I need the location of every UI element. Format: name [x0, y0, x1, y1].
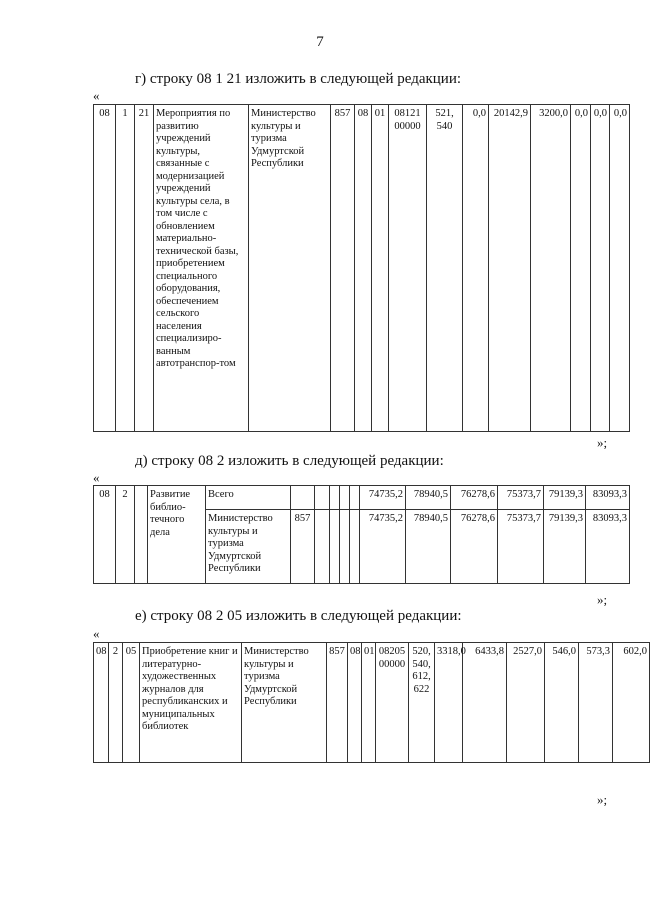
value-5: 79139,3 [544, 486, 586, 510]
vr-code: 520, 540, 612, 622 [409, 643, 435, 763]
value-1: 74735,2 [360, 486, 406, 510]
value-6: 0,0 [610, 105, 630, 432]
section-e-table [93, 642, 650, 763]
grbs-code: 857 [291, 510, 315, 584]
value-1: 74735,2 [360, 510, 406, 584]
grbs-code: 857 [327, 643, 348, 763]
grbs-code [291, 486, 315, 510]
row-label: Министерство культуры и туризма Удмуртской Республики [206, 510, 291, 584]
section-g-heading: г) строку 08 1 21 изложить в следующей редакции: [135, 71, 462, 87]
value-3: 2527,0 [507, 643, 545, 763]
grbs-code: 857 [331, 105, 355, 432]
code-3: 05 [123, 643, 140, 763]
table-row [94, 643, 650, 763]
vr-code: 521, 540 [427, 105, 463, 432]
value-4: 0,0 [571, 105, 591, 432]
value-6: 83093,3 [586, 486, 630, 510]
page-number: 7 [316, 34, 324, 50]
code-1: 08 [94, 643, 109, 763]
code-2: 1 [116, 105, 135, 432]
value-4: 75373,7 [498, 486, 544, 510]
value-2: 20142,9 [489, 105, 531, 432]
section-g-quote-close: »; [597, 435, 608, 450]
value-2: 78940,5 [406, 486, 451, 510]
section-d-heading: д) строку 08 2 изложить в следующей редакции: [135, 453, 444, 469]
rz-code: 08 [355, 105, 372, 432]
value-5: 573,3 [579, 643, 613, 763]
value-6: 602,0 [613, 643, 650, 763]
value-1: 0,0 [463, 105, 489, 432]
value-2: 6433,8 [463, 643, 507, 763]
section-e-quote-open: « [93, 626, 100, 641]
section-e-heading: е) строку 08 2 05 изложить в следующей редакции: [135, 608, 462, 624]
code-2: 2 [116, 486, 135, 584]
table-row [94, 486, 630, 510]
code-1: 08 [94, 486, 116, 584]
measure-name: Мероприятия по развитию учреждений культуры, связанные с модернизацией учреждений культуры села, в том числе с обновлением материально-технической базы, приобретением специального оборудования, обеспечением сельского населения специализиро-ванным автотранспор-том [154, 105, 249, 432]
section-d-table [93, 485, 630, 584]
executor: Министерство культуры и туризма Удмуртской Республики [242, 643, 327, 763]
code-1: 08 [94, 105, 116, 432]
value-4: 75373,7 [498, 510, 544, 584]
code-3: 21 [135, 105, 154, 432]
csr-code: 08205 00000 [376, 643, 409, 763]
row-label: Всего [206, 486, 291, 510]
value-5: 79139,3 [544, 510, 586, 584]
value-3: 76278,6 [451, 486, 498, 510]
measure-name: Приобретение книг и литературно-художественных журналов для республиканских и муниципальных библиотек [140, 643, 242, 763]
value-3: 76278,6 [451, 510, 498, 584]
section-g-quote-open: « [93, 88, 100, 103]
csr-code: 08121 00000 [389, 105, 427, 432]
section-d-quote-open: « [93, 470, 100, 485]
rz-code: 08 [348, 643, 362, 763]
value-1: 3318,0 [435, 643, 463, 763]
section-e-quote-close: »; [597, 792, 608, 807]
pr-code: 01 [362, 643, 376, 763]
code-2: 2 [109, 643, 123, 763]
subprogram-name: Развитие библио-течного дела [148, 486, 206, 584]
value-2: 78940,5 [406, 510, 451, 584]
value-4: 546,0 [545, 643, 579, 763]
value-6: 83093,3 [586, 510, 630, 584]
table-row [94, 105, 630, 432]
value-3: 3200,0 [531, 105, 571, 432]
executor: Министерство культуры и туризма Удмуртской Республики [249, 105, 331, 432]
section-g-table [93, 104, 630, 432]
section-d-quote-close: »; [597, 592, 608, 607]
value-5: 0,0 [591, 105, 610, 432]
pr-code: 01 [372, 105, 389, 432]
